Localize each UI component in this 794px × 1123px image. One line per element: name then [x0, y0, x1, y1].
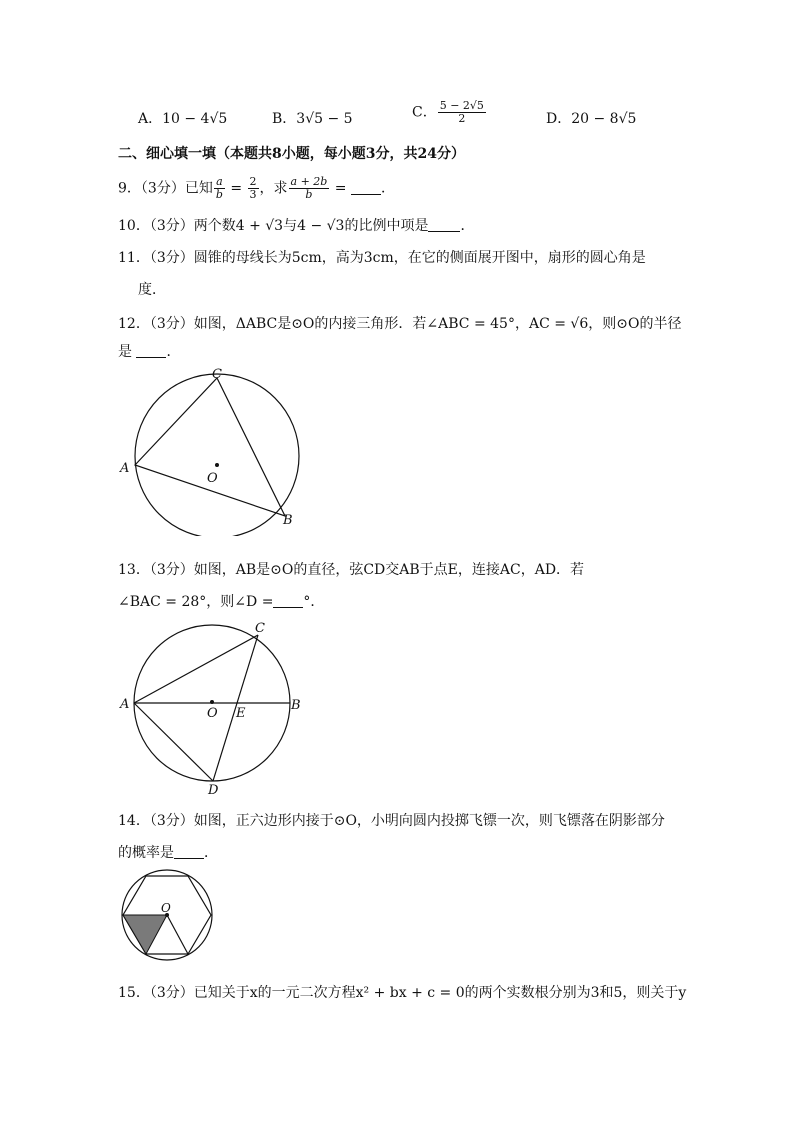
fraction-a2b-over-b: $\frac{a + 2b}{b}$ [290, 175, 328, 201]
section-title: 二、细心填一填（本题共8小题，每小题3分，共24分） [118, 146, 465, 162]
label-a: A [120, 461, 130, 476]
answer-blank[interactable] [351, 180, 381, 195]
question-10: 10．（3分）两个数4 + √3与4 − √3的比例中项是 ． [118, 218, 475, 234]
answer-blank[interactable] [428, 217, 460, 232]
question-11-line1: 11．（3分）圆锥的母线长为5cm，高为3cm，在它的侧面展开图中，扇形的圆心角是 [118, 250, 646, 266]
fraction-a-over-b: $\frac{a}{b}$ [215, 175, 223, 201]
label-b: B [283, 513, 293, 528]
label-d: D [208, 783, 219, 798]
center-point [215, 463, 219, 467]
choice-c-prefix: C． [412, 104, 437, 121]
choice-c [412, 100, 487, 125]
shaded-region [123, 915, 167, 954]
label-b: B [291, 698, 301, 713]
circle-o [135, 374, 299, 536]
choice-d: D．20 − 8√5 [546, 111, 637, 127]
fraction-2-over-3: $\frac{2}{3}$ [249, 175, 257, 201]
question-13-line2: ∠BAC = 28°，则∠D = °． [118, 594, 325, 610]
label-c: C [212, 367, 222, 382]
triangle-abc [135, 378, 285, 516]
label-o: O [207, 471, 218, 486]
chord-ac [134, 635, 258, 703]
label-a: A [120, 697, 130, 712]
radius-to-bottom-right [167, 915, 188, 954]
question-14-line1: 14．（3分）如图，正六边形内接于⊙O，小明向圆内投掷飞镖一次，则飞镖落在阴影部分 [118, 813, 665, 829]
figure-12-circle-triangle [115, 366, 315, 536]
choice-b: B．3√5 − 5 [272, 111, 353, 127]
question-12-line1: 12．（3分）如图，ΔABC是⊙O的内接三角形．若∠ABC = 45°，AC = √6，则⊙O的半径 [118, 316, 682, 332]
label-e: E [236, 706, 246, 721]
question-11-line2: 度． [138, 282, 166, 298]
question-9: 9．（3分）已知 $\frac{a}{b}$ = $\frac{2}{3}$ ，求 $\frac{a + 2b}{b}$ = ． [118, 175, 395, 201]
answer-blank[interactable] [174, 844, 204, 859]
label-c: C [255, 621, 265, 636]
chord-ad [134, 703, 213, 781]
choice-a: A．10 − 4√5 [138, 111, 228, 127]
answer-blank[interactable] [136, 343, 166, 358]
question-13-line1: 13．（3分）如图，AB是⊙O的直径，弦CD交AB于点E，连接AC，AD．若 [118, 562, 585, 578]
label-o: O [207, 706, 218, 721]
choice-c-fraction: $\frac{5 - 2√5}{2}$ [439, 99, 484, 125]
answer-blank[interactable] [273, 593, 303, 608]
center-point [210, 700, 214, 704]
figure-13-circle-diameter [115, 618, 315, 800]
question-14-line2: 的概率是 ． [118, 845, 218, 861]
figure-14-hexagon-in-circle [115, 866, 219, 966]
label-o: O [161, 901, 171, 915]
question-15-line1: 15．（3分）已知关于x的一元二次方程x² + bx + c = 0的两个实数根分别为3和5，则关于y [118, 985, 687, 1001]
question-12-line2: 是 ． [118, 344, 181, 360]
